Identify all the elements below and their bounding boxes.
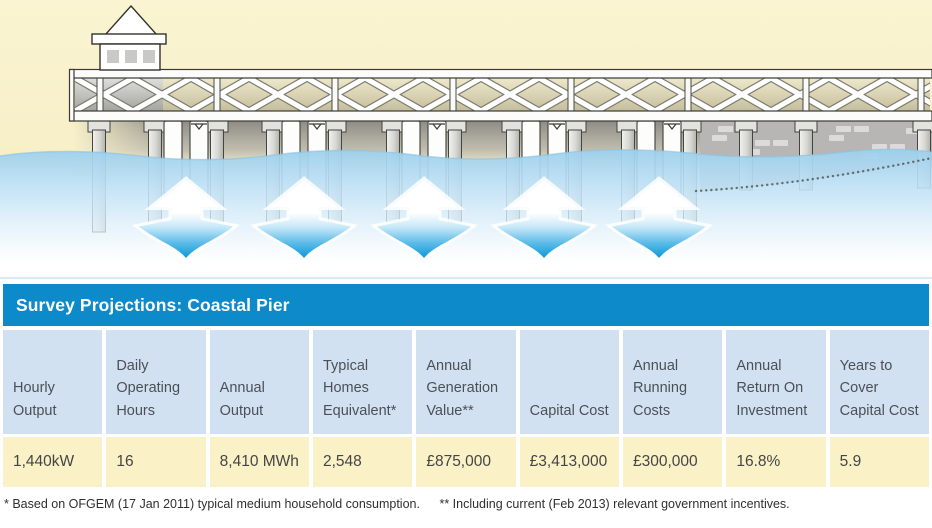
value-annual-running-costs: £300,000 (623, 437, 722, 487)
header-annual-running-costs: Annual Running Costs (623, 330, 722, 434)
header-annual-output: Annual Output (210, 330, 309, 434)
header-annual-generation-value: Annual Generation Value** (416, 330, 515, 434)
table-title-bar (3, 284, 929, 326)
value-annual-generation-value: £875,000 (416, 437, 515, 487)
value-daily-operating-hours: 16 (106, 437, 205, 487)
value-typical-homes-equivalent: 2,548 (313, 437, 412, 487)
table-title: Survey Projections: Coastal Pier (16, 294, 290, 315)
header-daily-operating-hours: Daily Operating Hours (106, 330, 205, 434)
value-annual-return-on-investment: 16.8% (726, 437, 825, 487)
value-years-to-cover-capital-cost: 5.9 (830, 437, 929, 487)
pier-deck (70, 70, 932, 122)
header-typical-homes-equivalent: Typical Homes Equivalent* (313, 330, 412, 434)
projections-table (3, 284, 929, 487)
illustration-separator (0, 277, 932, 279)
header-capital-cost: Capital Cost (520, 330, 619, 434)
footnote-incentives: ** Including current (Feb 2013) relevant government incentives. (439, 497, 790, 511)
table-grid (3, 330, 929, 487)
header-years-to-cover-capital-cost: Years to Cover Capital Cost (830, 330, 929, 434)
water (0, 149, 932, 272)
footnotes (4, 497, 928, 511)
value-annual-output: 8,410 MWh (210, 437, 309, 487)
value-capital-cost: £3,413,000 (520, 437, 619, 487)
header-annual-return-on-investment: Annual Return On Investment (726, 330, 825, 434)
header-hourly-output: Hourly Output (3, 330, 102, 434)
value-hourly-output: 1,440kW (3, 437, 102, 487)
footnote-ofgem: * Based on OFGEM (17 Jan 2011) typical medium household consumption. (4, 497, 420, 511)
